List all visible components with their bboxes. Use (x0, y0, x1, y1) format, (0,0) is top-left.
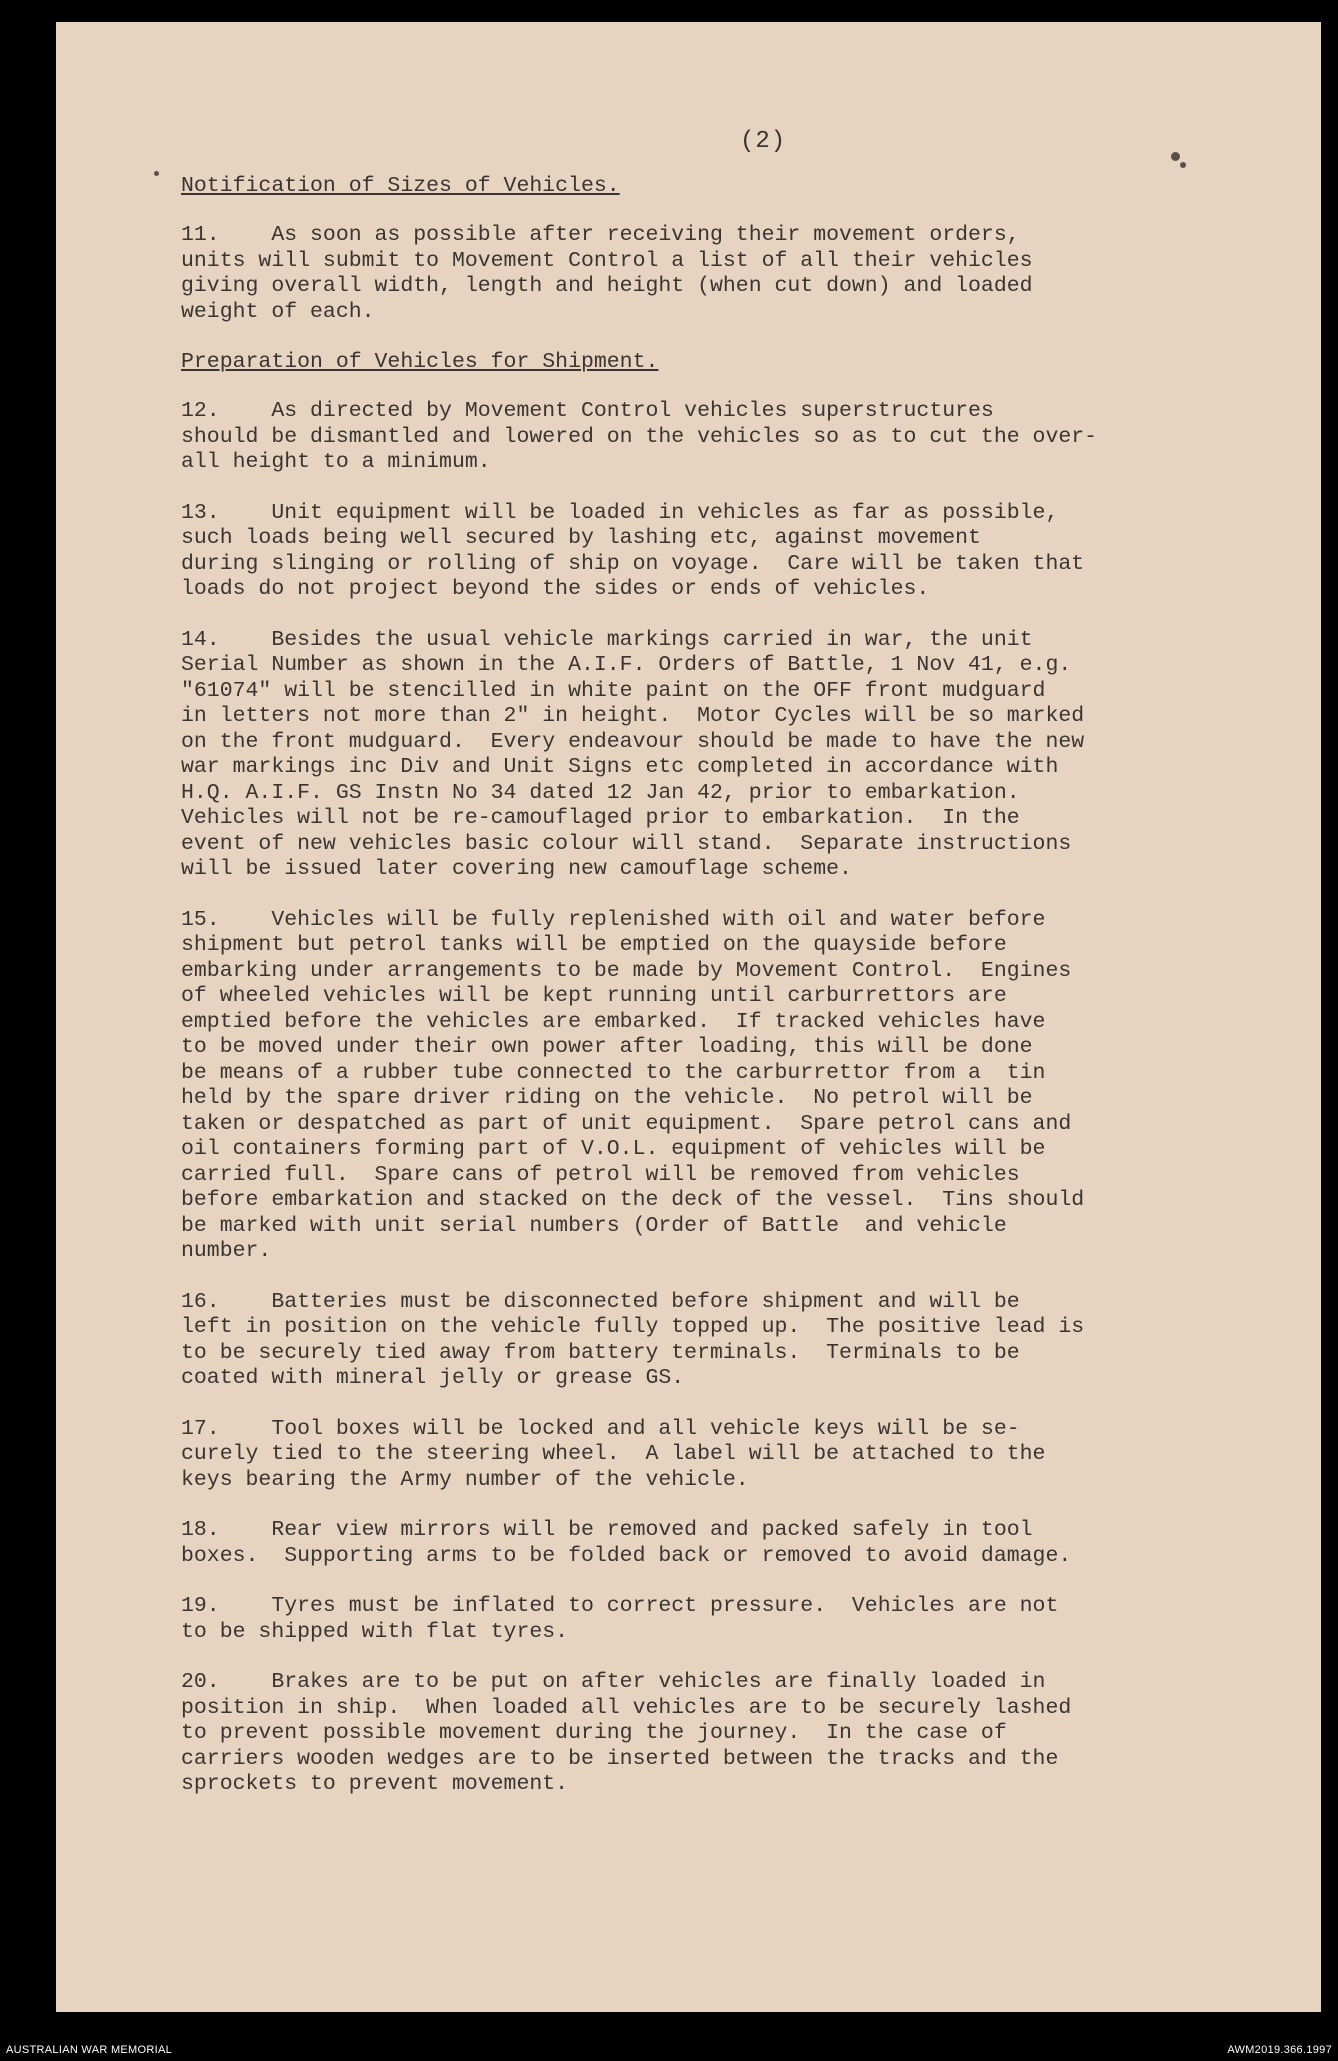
paragraph-line: "61074" will be stencilled in white paint on the OFF front mudguard (181, 678, 1046, 703)
numbered-paragraph (181, 223, 1241, 325)
paragraph-line: keys bearing the Army number of the vehicle. (181, 1467, 749, 1492)
paragraph-line: left in position on the vehicle fully topped up. The positive lead is (181, 1315, 1085, 1339)
paper-speck (1171, 152, 1180, 161)
paragraph-line: on the front mudguard. Every endeavour should be made to have the new (181, 729, 1085, 754)
numbered-paragraph (181, 628, 1241, 883)
paragraph-line: 15. Vehicles will be fully replenished with oil and water before (181, 907, 1046, 932)
paragraph-line: H.Q. A.I.F. GS Instn No 34 dated 12 Jan 42, prior to embarkation. (181, 780, 1020, 805)
document-body (181, 174, 1241, 1823)
paragraph-line: carriers wooden wedges are to be inserted between the tracks and the (181, 1746, 1059, 1771)
paragraph-line: taken or despatched as part of unit equipment. Spare petrol cans and (181, 1111, 1072, 1136)
paragraph-line: 11. As soon as possible after receiving their movement orders, (181, 223, 1020, 247)
paper-speck (154, 171, 159, 176)
paragraph-line: 19. Tyres must be inflated to correct pressure. Vehicles are not (181, 1594, 1059, 1618)
numbered-paragraph (181, 501, 1241, 603)
paragraph-line: to be shipped with flat tyres. (181, 1619, 569, 1644)
numbered-paragraph (181, 399, 1241, 476)
paragraph-line: 18. Rear view mirrors will be removed and packed safely in tool (181, 1518, 1033, 1542)
paragraph-line: embarking under arrangements to be made by Movement Control. Engines (181, 958, 1072, 983)
paragraph-line: of wheeled vehicles will be kept running until carburrettors are (181, 984, 1007, 1008)
paragraph-line: be means of a rubber tube connected to the carburrettor from a tin (181, 1060, 1046, 1085)
paragraph-line: 13. Unit equipment will be loaded in vehicles as far as possible, (181, 500, 1059, 525)
paragraph-line: Serial Number as shown in the A.I.F. Orders of Battle, 1 Nov 41, e.g. (181, 653, 1072, 677)
document-page (56, 22, 1321, 2012)
numbered-paragraph (181, 1417, 1241, 1494)
footer-accession-number: AWM2019.366.1997 (1227, 2044, 1332, 2056)
paragraph-line: weight of each. (181, 299, 375, 324)
paragraph-line: all height to a minimum. (181, 450, 491, 474)
paper-speck (1180, 162, 1186, 168)
paragraph-line: before embarkation and stacked on the deck of the vessel. Tins should (181, 1188, 1085, 1212)
paragraph-line: carried full. Spare cans of petrol will be removed from vehicles (181, 1162, 1020, 1187)
numbered-paragraph (181, 1594, 1241, 1645)
paragraph-line: such loads being well secured by lashing etc, against movement (181, 526, 981, 550)
numbered-paragraph (181, 908, 1241, 1265)
numbered-paragraph (181, 1518, 1241, 1569)
paragraph-line: loads do not project beyond the sides or ends of vehicles. (181, 577, 930, 601)
paragraph-line: in letters not more than 2" in height. Motor Cycles will be so marked (181, 704, 1085, 728)
paragraph-line: 12. As directed by Movement Control vehicles superstructures (181, 399, 994, 423)
paragraph-line: 17. Tool boxes will be locked and all vehicle keys will be se- (181, 1416, 1020, 1441)
paragraph-line: emptied before the vehicles are embarked. If tracked vehicles have (181, 1009, 1046, 1034)
paragraph-line: oil containers forming part of V.O.L. equipment of vehicles will be (181, 1137, 1046, 1161)
paragraph-line: 16. Batteries must be disconnected before shipment and will be (181, 1289, 1020, 1314)
paragraph-line: sprockets to prevent movement. (181, 1772, 569, 1796)
paragraph-line: 14. Besides the usual vehicle markings carried in war, the unit (181, 627, 1033, 652)
numbered-paragraph (181, 1670, 1241, 1798)
paragraph-line: held by the spare driver riding on the vehicle. No petrol will be (181, 1086, 1033, 1110)
paragraph-line: units will submit to Movement Control a list of all their vehicles (181, 248, 1033, 273)
paragraph-line: 20. Brakes are to be put on after vehicles are finally loaded in (181, 1670, 1046, 1694)
numbered-paragraph (181, 1290, 1241, 1392)
paragraph-line: war markings inc Div and Unit Signs etc completed in accordance with (181, 755, 1059, 779)
paragraph-line: shipment but petrol tanks will be emptied on the quayside before (181, 933, 1007, 957)
paragraph-line: coated with mineral jelly or grease GS. (181, 1366, 685, 1390)
paragraph-line: Vehicles will not be re-camouflaged prior to embarkation. In the (181, 806, 1020, 830)
paragraph-line: giving overall width, length and height (when cut down) and loaded (181, 274, 1033, 298)
paragraph-line: be marked with unit serial numbers (Order of Battle and vehicle (181, 1213, 1007, 1238)
paragraph-line: position in ship. When loaded all vehicles are to be securely lashed (181, 1695, 1072, 1720)
paragraph-line: to prevent possible movement during the journey. In the case of (181, 1721, 1007, 1745)
paragraph-line: curely tied to the steering wheel. A label will be attached to the (181, 1442, 1046, 1466)
section-heading: Preparation of Vehicles for Shipment. (181, 350, 659, 374)
paragraph-line: event of new vehicles basic colour will stand. Separate instructions (181, 831, 1072, 856)
paragraph-line: number. (181, 1239, 272, 1263)
section-heading: Notification of Sizes of Vehicles. (181, 174, 620, 198)
paragraph-line: will be issued later covering new camouflage scheme. (181, 857, 852, 881)
page-number: (2) (740, 128, 787, 155)
paragraph-line: boxes. Supporting arms to be folded back or removed to avoid damage. (181, 1543, 1072, 1568)
paragraph-line: to be securely tied away from battery terminals. Terminals to be (181, 1340, 1020, 1365)
footer-archive-name: AUSTRALIAN WAR MEMORIAL (6, 2044, 173, 2056)
paragraph-line: to be moved under their own power after loading, this will be done (181, 1035, 1033, 1059)
paragraph-line: should be dismantled and lowered on the vehicles so as to cut the over- (181, 424, 1098, 449)
paragraph-line: during slinging or rolling of ship on voyage. Care will be taken that (181, 551, 1085, 576)
